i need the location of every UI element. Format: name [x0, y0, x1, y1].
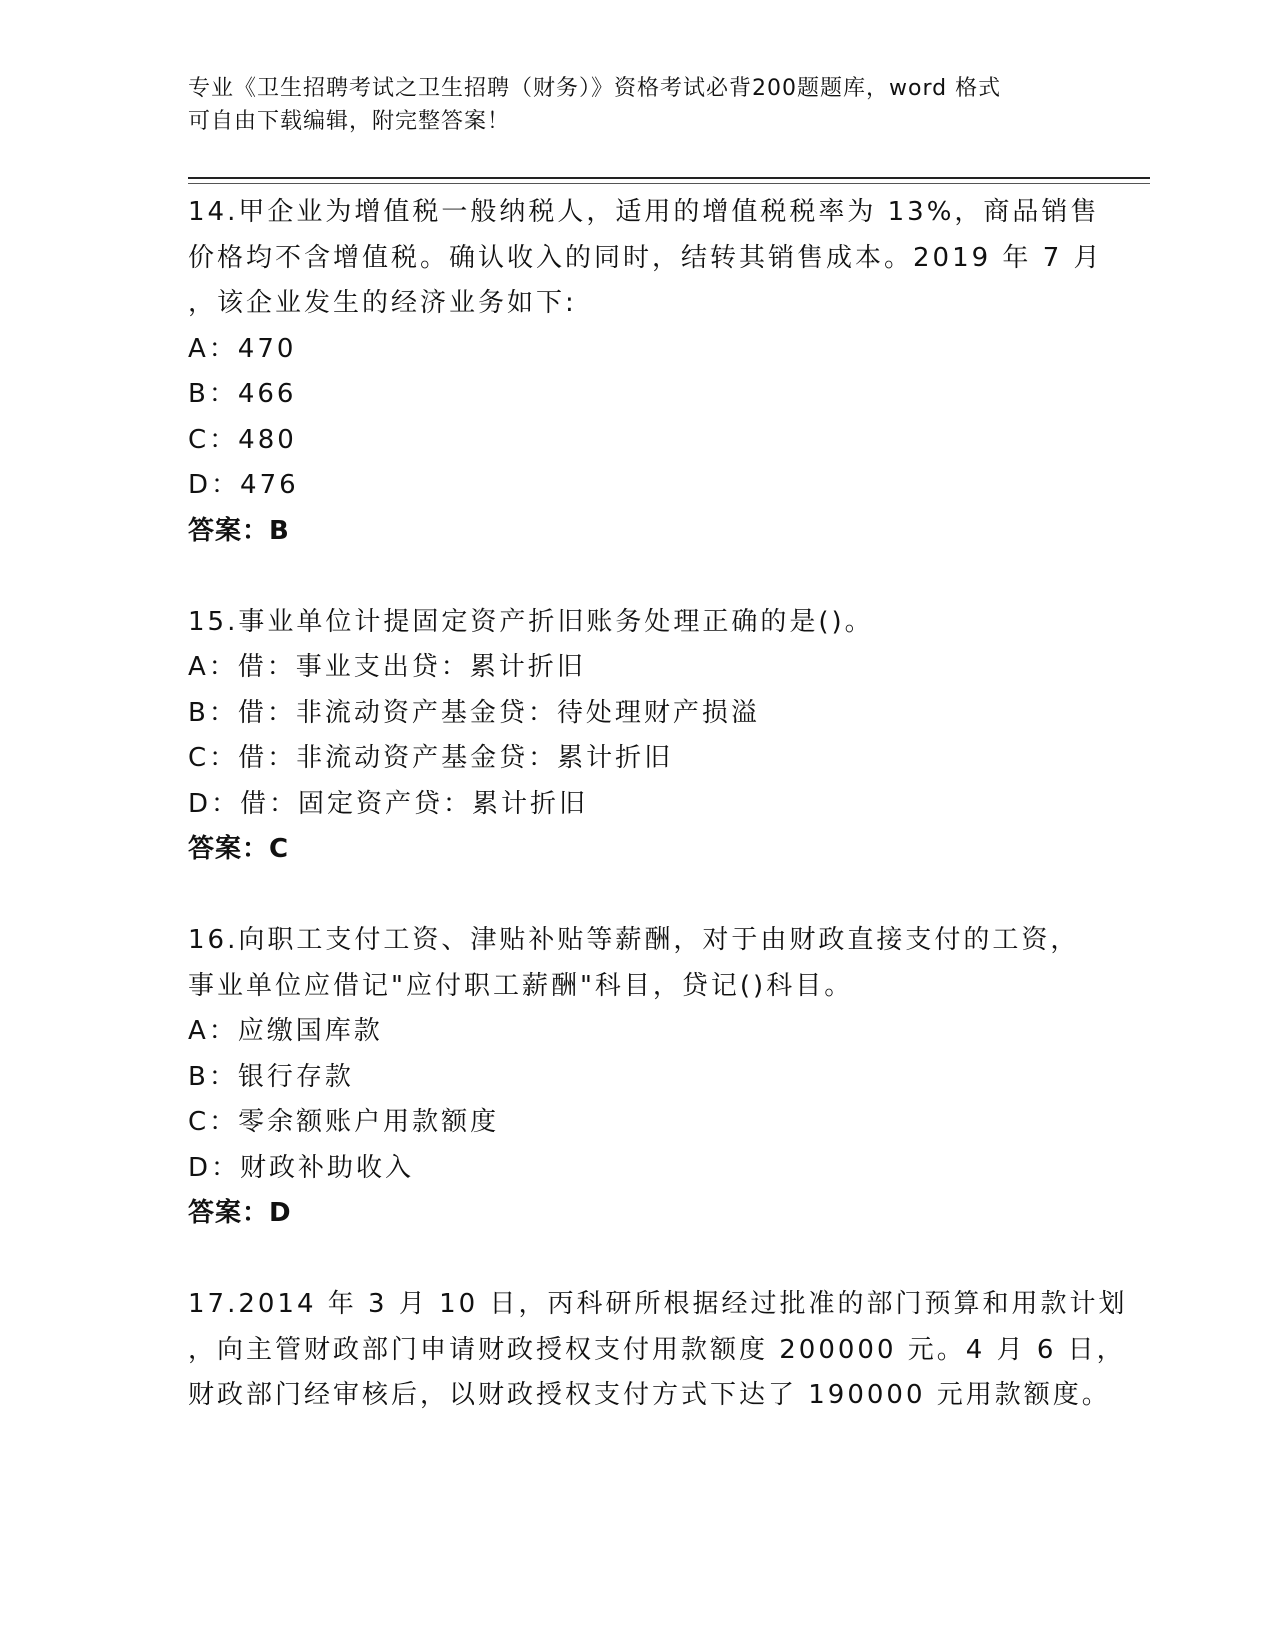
page-header	[188, 72, 1068, 138]
question-spacer	[188, 554, 1068, 600]
option-a: A：470	[188, 333, 297, 364]
question-14	[188, 190, 1103, 554]
option-b: B：借：非流动资产基金贷：待处理财产损溢	[188, 697, 760, 728]
option-a: A：应缴国库款	[188, 1016, 383, 1046]
option-c: C：借：非流动资产基金贷：累计折旧	[188, 743, 674, 773]
answer-line: 答案：C	[188, 834, 290, 864]
question-spacer	[188, 1237, 1068, 1283]
answer-line: 答案：D	[188, 1198, 292, 1228]
header-title-line-2: 可自由下载编辑，附完整答案！	[188, 109, 511, 134]
header-title-line-1: 专业《卫生招聘考试之卫生招聘（财务）》资格考试必背200题题库，word 格式	[188, 76, 1002, 101]
option-d: D：476	[188, 470, 299, 500]
option-c: C：480	[188, 424, 297, 455]
option-d: D：借：固定资产贷：累计折旧	[188, 788, 589, 819]
question-stem-line: 16.向职工支付工资、津贴补贴等薪酬，对于由财政直接支付的工资，	[188, 925, 1080, 955]
question-stem-line: 17.2014 年 3 月 10 日，丙科研所根据经过批准的部门预算和用款计划	[188, 1289, 1128, 1319]
question-list	[188, 190, 1128, 1419]
question-stem-line: 事业单位应借记"应付职工薪酬"科目，贷记()科目。	[188, 970, 854, 1001]
question-stem-line: ，该企业发生的经济业务如下:	[188, 288, 577, 318]
question-17	[188, 1282, 1128, 1419]
header-divider-thick	[188, 177, 1150, 179]
option-c: C：零余额账户用款额度	[188, 1107, 500, 1137]
header-divider-thin	[188, 183, 1150, 184]
option-b: B：466	[188, 379, 297, 409]
option-d: D：财政补助收入	[188, 1152, 415, 1183]
question-stem-line: 价格均不含增值税。确认收入的同时，结转其销售成本。2019 年 7 月	[188, 242, 1103, 273]
question-spacer	[188, 873, 1068, 919]
answer-line: 答案：B	[188, 515, 290, 546]
option-b: B：银行存款	[188, 1061, 354, 1092]
question-15	[188, 600, 1068, 873]
question-16	[188, 918, 1080, 1237]
question-stem-line: 15.事业单位计提固定资产折旧账务处理正确的是()。	[188, 606, 874, 637]
question-stem-line: 财政部门经审核后，以财政授权支付方式下达了 190000 元用款额度。	[188, 1380, 1111, 1410]
question-stem-line: ，向主管财政部门申请财政授权支付用款额度 200000 元。4 月 6 日，	[188, 1334, 1126, 1365]
option-a: A：借：事业支出贷：累计折旧	[188, 652, 586, 682]
question-stem-line: 14.甲企业为增值税一般纳税人，适用的增值税税率为 13%，商品销售	[188, 197, 1100, 227]
